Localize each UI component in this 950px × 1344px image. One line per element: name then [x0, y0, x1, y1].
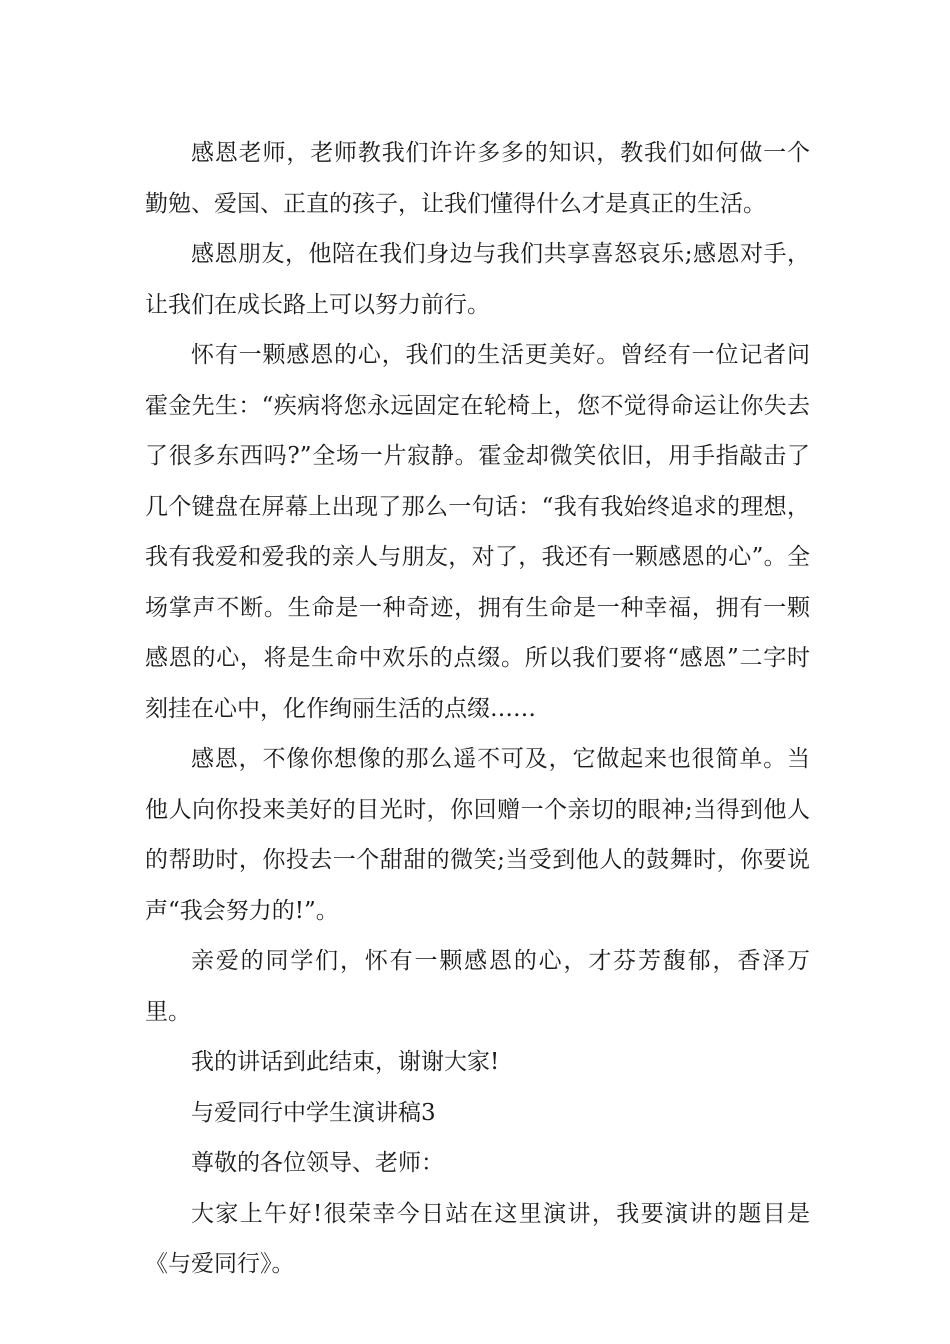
paragraph-classmates: 亲爱的同学们，怀有一颗感恩的心，才芬芳馥郁，香泽万里。 [145, 948, 810, 1025]
document-body [145, 128, 810, 1290]
paragraph-gratitude-simple: 感恩，不像你想像的那么遥不可及，它做起来也很简单。当他人向你投来美好的目光时，你回赠一个亲切的眼神;当得到他人的帮助时，你投去一个甜甜的微笑;当受到他人的鼓舞时，你要说声“我会努力的!”。 [145, 746, 810, 924]
speech-title: 与爱同行中学生演讲稿3 [191, 1099, 436, 1126]
paragraph-thank-friends: 感恩朋友，他陪在我们身边与我们共享喜怒哀乐;感恩对手，让我们在成长路上可以努力前行。 [145, 241, 810, 318]
paragraph-hawking-story: 怀有一颗感恩的心，我们的生活更美好。曾经有一位记者问霍金先生：“疾病将您永远固定在轮椅上，您不觉得命运让你失去了很多东西吗?”全场一片寂静。霍金却微笑依旧，用手指敲击了几个键盘在屏幕上出现了那么一句话：“我有我始终追求的理想，我有我爱和爱我的亲人与朋友，对了，我还有一颗感恩的心”。全场掌声不断。生命是一种奇迹，拥有生命是一种幸福，拥有一颗感恩的心，将是生命中欢乐的点缀。所以我们要将“感恩”二字时刻挂在心中，化作绚丽生活的点缀…… [145, 342, 810, 722]
paragraph-salutation: 尊敬的各位领导、老师： [191, 1150, 444, 1176]
paragraph-thank-teachers: 感恩老师，老师教我们许许多多的知识，教我们如何做一个勤勉、爱国、正直的孩子，让我们懂得什么才是真正的生活。 [145, 140, 810, 217]
paragraph-closing: 我的讲话到此结束，谢谢大家! [191, 1049, 500, 1075]
paragraph-opening: 大家上午好!很荣幸今日站在这里演讲，我要演讲的题目是《与爱同行》。 [145, 1200, 810, 1277]
